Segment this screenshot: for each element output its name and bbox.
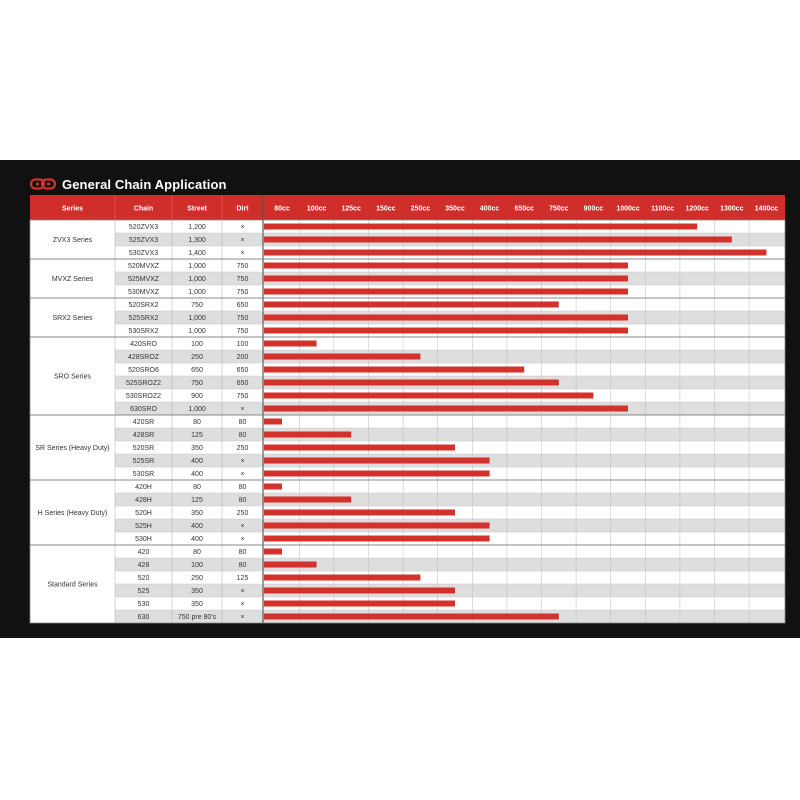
cell-dirt: 80	[238, 497, 247, 505]
cell-dirt: ×	[240, 237, 245, 245]
cell-street: 400	[191, 523, 203, 531]
cell-chain: 530MVXZ	[127, 289, 160, 297]
series-label: MVXZ Series	[51, 276, 94, 283]
cell-dirt: 250	[236, 445, 249, 453]
cell-street: 1,000	[188, 315, 206, 323]
cell-dirt: ×	[240, 588, 245, 596]
cell-chain: 525	[137, 588, 150, 596]
cell-dirt: ×	[240, 601, 245, 609]
cell-chain: 520SRO6	[128, 367, 159, 375]
bar-520zvx3	[264, 224, 697, 230]
cell-dirt: 650	[236, 302, 249, 310]
bar-428h	[264, 497, 351, 503]
cell-chain: 520	[137, 575, 150, 583]
bar-525sroz2	[264, 380, 559, 386]
cell-street: 750	[191, 380, 203, 388]
cell-dirt: ×	[240, 458, 245, 466]
cell-street: 250	[191, 575, 203, 583]
cell-street: 400	[191, 471, 203, 479]
cell-dirt: 750	[236, 315, 249, 323]
cell-street: 400	[191, 458, 203, 466]
cell-chain: 420SRO	[130, 341, 157, 349]
bar-530	[264, 601, 455, 607]
cell-dirt: 80	[238, 562, 247, 570]
bar-520	[264, 575, 420, 581]
table-row	[115, 337, 785, 350]
bar-525mvxz	[264, 276, 628, 282]
cell-chain: 520SRX2	[128, 302, 159, 310]
bar-520srx2	[264, 302, 559, 308]
cell-dirt: 750	[236, 393, 249, 401]
x-tick-label: 900cc	[583, 205, 604, 213]
series-label: SRX2 Series	[52, 315, 93, 322]
bar-428	[264, 562, 317, 568]
cell-street: 750 pre 80's	[177, 614, 217, 622]
x-tick-label: 100cc	[306, 205, 327, 213]
cell-dirt: ×	[240, 250, 245, 258]
series-label: SR Series (Heavy Duty)	[35, 445, 110, 452]
column-header-street: Street	[187, 205, 207, 213]
bar-525srx2	[264, 315, 628, 321]
x-tick-label: 125cc	[341, 205, 361, 213]
cell-chain: 420H	[135, 484, 152, 492]
cell-street: 400	[191, 536, 203, 544]
cell-dirt: 750	[236, 276, 249, 284]
cell-dirt: 100	[236, 341, 249, 349]
cell-street: 250	[191, 354, 203, 362]
cell-street: 1,000	[188, 406, 206, 414]
x-tick-label: 400cc	[479, 205, 500, 213]
cell-chain: 630	[137, 614, 150, 622]
cell-dirt: ×	[240, 614, 245, 622]
cell-dirt: 650	[236, 380, 249, 388]
table-row	[115, 493, 785, 506]
cell-chain: 525ZVX3	[128, 237, 159, 245]
cell-chain: 520H	[135, 510, 152, 518]
series-label: ZVX3 Series	[52, 237, 93, 244]
column-header-chain: Chain	[133, 205, 154, 213]
cell-dirt: 250	[236, 510, 249, 518]
cell-street: 80	[193, 484, 201, 492]
cell-chain: 530	[137, 601, 150, 609]
cell-street: 1,000	[188, 263, 206, 271]
table-row	[115, 480, 785, 493]
x-tick-label: 80cc	[274, 205, 290, 213]
bar-530sr	[264, 471, 490, 477]
bar-525h	[264, 523, 490, 529]
bar-530h	[264, 536, 490, 542]
cell-dirt: 200	[236, 354, 249, 362]
cell-dirt: ×	[240, 406, 245, 414]
table-row	[115, 350, 785, 363]
cell-street: 1,000	[188, 289, 206, 297]
cell-street: 900	[191, 393, 203, 401]
x-tick-label: 1300cc	[720, 205, 744, 213]
cell-chain: 525SR	[132, 458, 155, 466]
cell-dirt: 80	[238, 432, 247, 440]
cell-street: 350	[191, 588, 203, 596]
cell-street: 1,200	[188, 224, 206, 232]
bar-420sro	[264, 341, 317, 347]
cell-dirt: ×	[240, 224, 245, 232]
cell-dirt: 80	[238, 549, 247, 557]
bar-428sr	[264, 432, 351, 438]
bar-520mvxz	[264, 263, 628, 269]
cell-dirt: ×	[240, 536, 245, 544]
cell-chain: 520ZVX3	[128, 224, 159, 232]
cell-chain: 630SRO	[130, 406, 157, 414]
cell-street: 1,000	[188, 328, 206, 336]
x-tick-label: 350cc	[445, 205, 465, 213]
bar-525	[264, 588, 455, 594]
cell-chain: 525H	[135, 523, 152, 531]
cell-street: 650	[191, 367, 203, 375]
chart-title: General Chain Application	[62, 176, 227, 192]
cell-chain: 428	[137, 562, 150, 570]
bar-530srx2	[264, 328, 628, 334]
series-label: Standard Series	[47, 581, 98, 589]
series-label: H Series (Heavy Duty)	[37, 510, 108, 517]
cell-street: 80	[193, 419, 201, 427]
cell-street: 750	[191, 302, 203, 310]
bar-525sr	[264, 458, 490, 464]
cell-chain: 420	[137, 549, 150, 557]
cell-dirt: ×	[240, 471, 245, 479]
bar-428sroz	[264, 354, 420, 360]
bar-520h	[264, 510, 455, 516]
x-tick-label: 1400cc	[754, 205, 779, 213]
cell-street: 1,000	[188, 276, 206, 284]
cell-street: 125	[191, 497, 203, 505]
cell-chain: 428SR	[132, 432, 155, 440]
cell-chain: 428H	[135, 497, 152, 505]
cell-chain: 420SR	[132, 419, 155, 427]
cell-chain: 520MVXZ	[127, 263, 160, 271]
bar-420h	[264, 484, 282, 490]
series-label: SRO Series	[54, 373, 91, 381]
table-row	[115, 428, 785, 441]
bar-420	[264, 549, 282, 555]
x-tick-label: 1000cc	[616, 205, 640, 213]
cell-dirt: 750	[236, 328, 249, 336]
cell-street: 80	[193, 549, 201, 557]
cell-street: 125	[191, 432, 203, 440]
cell-chain: 530SR	[132, 471, 155, 479]
x-tick-label: 1200cc	[685, 205, 709, 213]
bar-420sr	[264, 419, 282, 425]
bar-520sro6	[264, 367, 524, 373]
cell-street: 1,300	[188, 237, 206, 245]
cell-street: 350	[191, 601, 203, 609]
table-row	[115, 545, 785, 558]
cell-dirt: 750	[236, 263, 249, 271]
cell-dirt: 750	[236, 289, 249, 297]
bar-630sro	[264, 406, 628, 412]
cell-dirt: 80	[238, 484, 247, 492]
bar-530mvxz	[264, 289, 628, 295]
cell-dirt: 80	[238, 419, 247, 427]
table-row	[115, 571, 785, 584]
x-tick-label: 650cc	[514, 205, 534, 213]
x-tick-label: 250cc	[410, 205, 431, 213]
cell-chain: 525SRX2	[128, 315, 159, 323]
bar-530sroz2	[264, 393, 593, 399]
cell-dirt: 650	[236, 367, 249, 375]
bar-530zvx3	[264, 250, 766, 256]
cell-chain: 525MVXZ	[127, 276, 160, 284]
cell-street: 100	[191, 562, 203, 570]
cell-chain: 428SROZ	[127, 354, 160, 362]
cell-street: 350	[191, 445, 203, 453]
cell-dirt: 125	[236, 575, 249, 583]
cell-street: 1,400	[188, 250, 206, 258]
cell-chain: 530SROZ2	[125, 393, 162, 401]
x-tick-label: 1100cc	[651, 205, 675, 213]
cell-street: 100	[191, 341, 203, 349]
bar-525zvx3	[264, 237, 732, 243]
cell-chain: 530SRX2	[128, 328, 159, 336]
bar-520sr	[264, 445, 455, 451]
cell-chain: 530H	[135, 536, 152, 544]
table-row	[115, 558, 785, 571]
table-row	[115, 415, 785, 428]
column-header-dirt: Dirt	[236, 205, 249, 213]
column-header-series: Series	[61, 205, 84, 213]
x-tick-label: 150cc	[376, 205, 396, 213]
cell-chain: 530ZVX3	[128, 250, 159, 258]
cell-street: 350	[191, 510, 203, 518]
x-tick-label: 750cc	[549, 205, 569, 213]
cell-chain: 520SR	[132, 445, 155, 453]
cell-dirt: ×	[240, 523, 245, 531]
cell-chain: 525SROZ2	[125, 380, 162, 388]
bar-630	[264, 614, 559, 620]
